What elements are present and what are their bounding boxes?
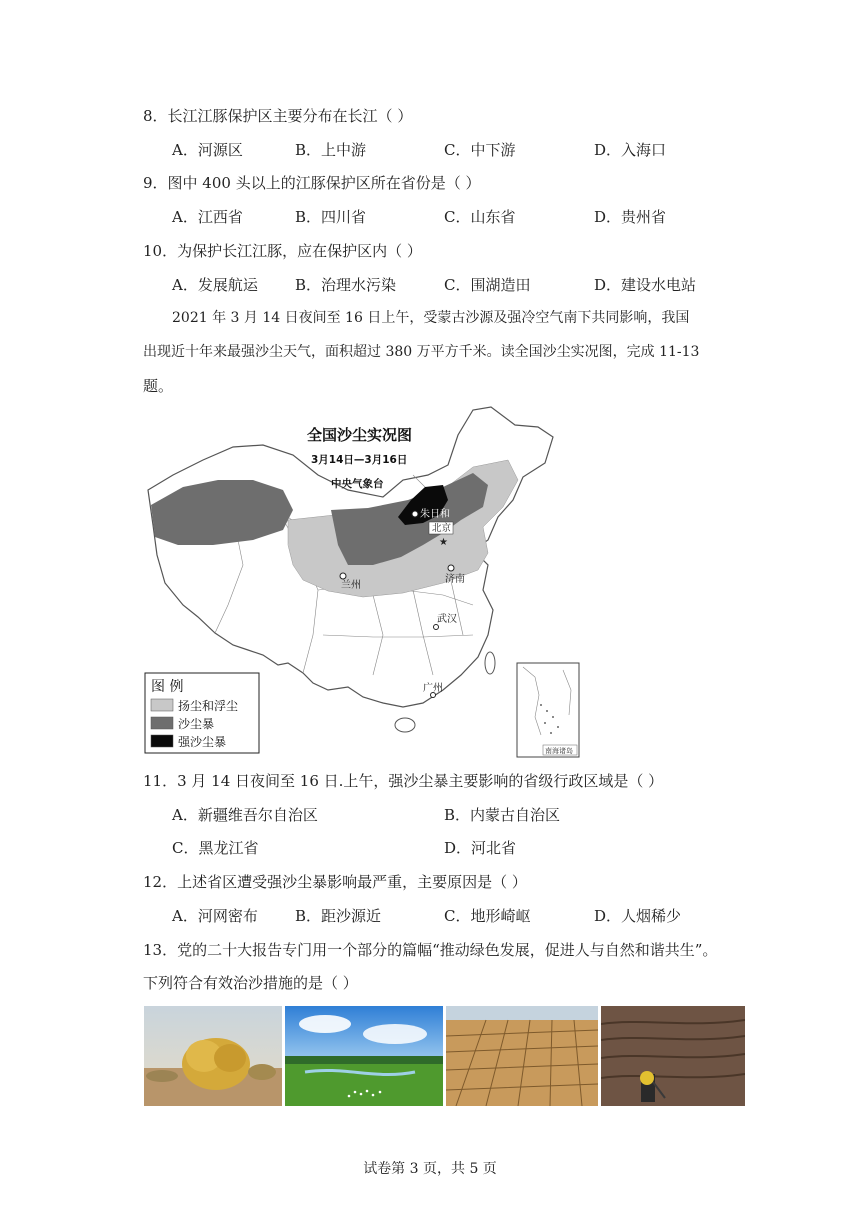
photo-straw-checkerboard [446,1006,598,1106]
page-footer: 试卷第 3 页，共 5 页 [363,1161,497,1177]
q13-stem-line-1: 13．党的二十大报告专门用一个部分的篇幅“推动绿色发展，促进人与自然和谐共生”。 [143,941,718,959]
map-title: 全国沙尘实况图 [307,426,413,444]
q11-option-d: D．河北省 [444,839,517,857]
q11-option-a: A．新疆维吾尔自治区 [172,806,318,824]
q9-option-c: C．山东省 [444,208,516,226]
q9-option-b: B．四川省 [295,208,367,226]
q8-option-d: D．入海口 [594,141,667,159]
legend-severe-sandstorm: 强沙尘暴 [178,735,227,749]
city-jinan: 济南 [445,574,465,585]
inset-label: 南海诸岛 [545,747,573,755]
city-zhurihe: 朱日和 [420,509,450,520]
city-beijing: 北京 [432,523,452,534]
q8-option-a: A．河源区 [172,141,243,159]
beijing-star-icon: ★ [439,537,448,548]
dust-map-graphic [143,405,603,760]
city-guangzhou: 广州 [423,683,443,694]
photo-terrace-worker [601,1006,745,1106]
q11-option-c: C．黑龙江省 [172,839,259,857]
photo-desert-shrub [144,1006,282,1106]
q12-option-c: C．地形崎岖 [444,907,531,925]
legend-title: 图 例 [151,679,184,695]
q12-option-a: A．河网密布 [172,907,258,925]
q11-stem: 11．3 月 14 日夜间至 16 日.上午，强沙尘暴主要影响的省级行政区域是（ ） [143,772,664,790]
q8-option-b: B．上中游 [295,141,367,159]
q12-option-b: B．距沙源近 [295,907,382,925]
passage-line-1: 2021 年 3 月 14 日夜间至 16 日上午，受蒙古沙源及强冷空气南下共同影响，我国 [172,310,690,326]
legend-sandstorm: 沙尘暴 [178,717,215,731]
q10-option-a: A．发展航运 [172,276,258,294]
q9-option-a: A．江西省 [172,208,243,226]
passage-line-2: 出现近十年来最强沙尘天气，面积超过 380 万平方千米。读全国沙尘实况图，完成 11-13 [143,344,700,360]
q11-option-b: B．内蒙古自治区 [444,806,561,824]
photo-grassland [285,1006,443,1106]
map-source: 中央气象台 [331,478,384,490]
q13-stem-line-2: 下列符合有效治沙措施的是（ ） [143,974,358,992]
dust-map [143,405,603,760]
q12-option-d: D．人烟稀少 [594,907,682,925]
q8-option-c: C．中下游 [444,141,516,159]
passage-line-3: 题。 [143,377,174,395]
q10-stem: 10．为保护长江江豚，应在保护区内（ ） [143,242,422,260]
map-date: 3月14日—3月16日 [311,454,408,466]
city-lanzhou: 兰州 [341,580,361,591]
city-wuhan: 武汉 [437,614,457,625]
q8-stem: 8．长江江豚保护区主要分布在长江（ ） [143,107,413,125]
q10-option-b: B．治理水污染 [295,276,397,294]
q9-option-d: D．贵州省 [594,208,667,226]
q12-stem: 12．上述省区遭受强沙尘暴影响最严重，主要原因是（ ） [143,873,527,891]
q10-option-d: D．建设水电站 [594,276,697,294]
q9-stem: 9．图中 400 头以上的江豚保护区所在省份是（ ） [143,174,481,192]
legend-floating-dust: 扬尘和浮尘 [178,699,239,713]
q10-option-c: C．围湖造田 [444,276,531,294]
